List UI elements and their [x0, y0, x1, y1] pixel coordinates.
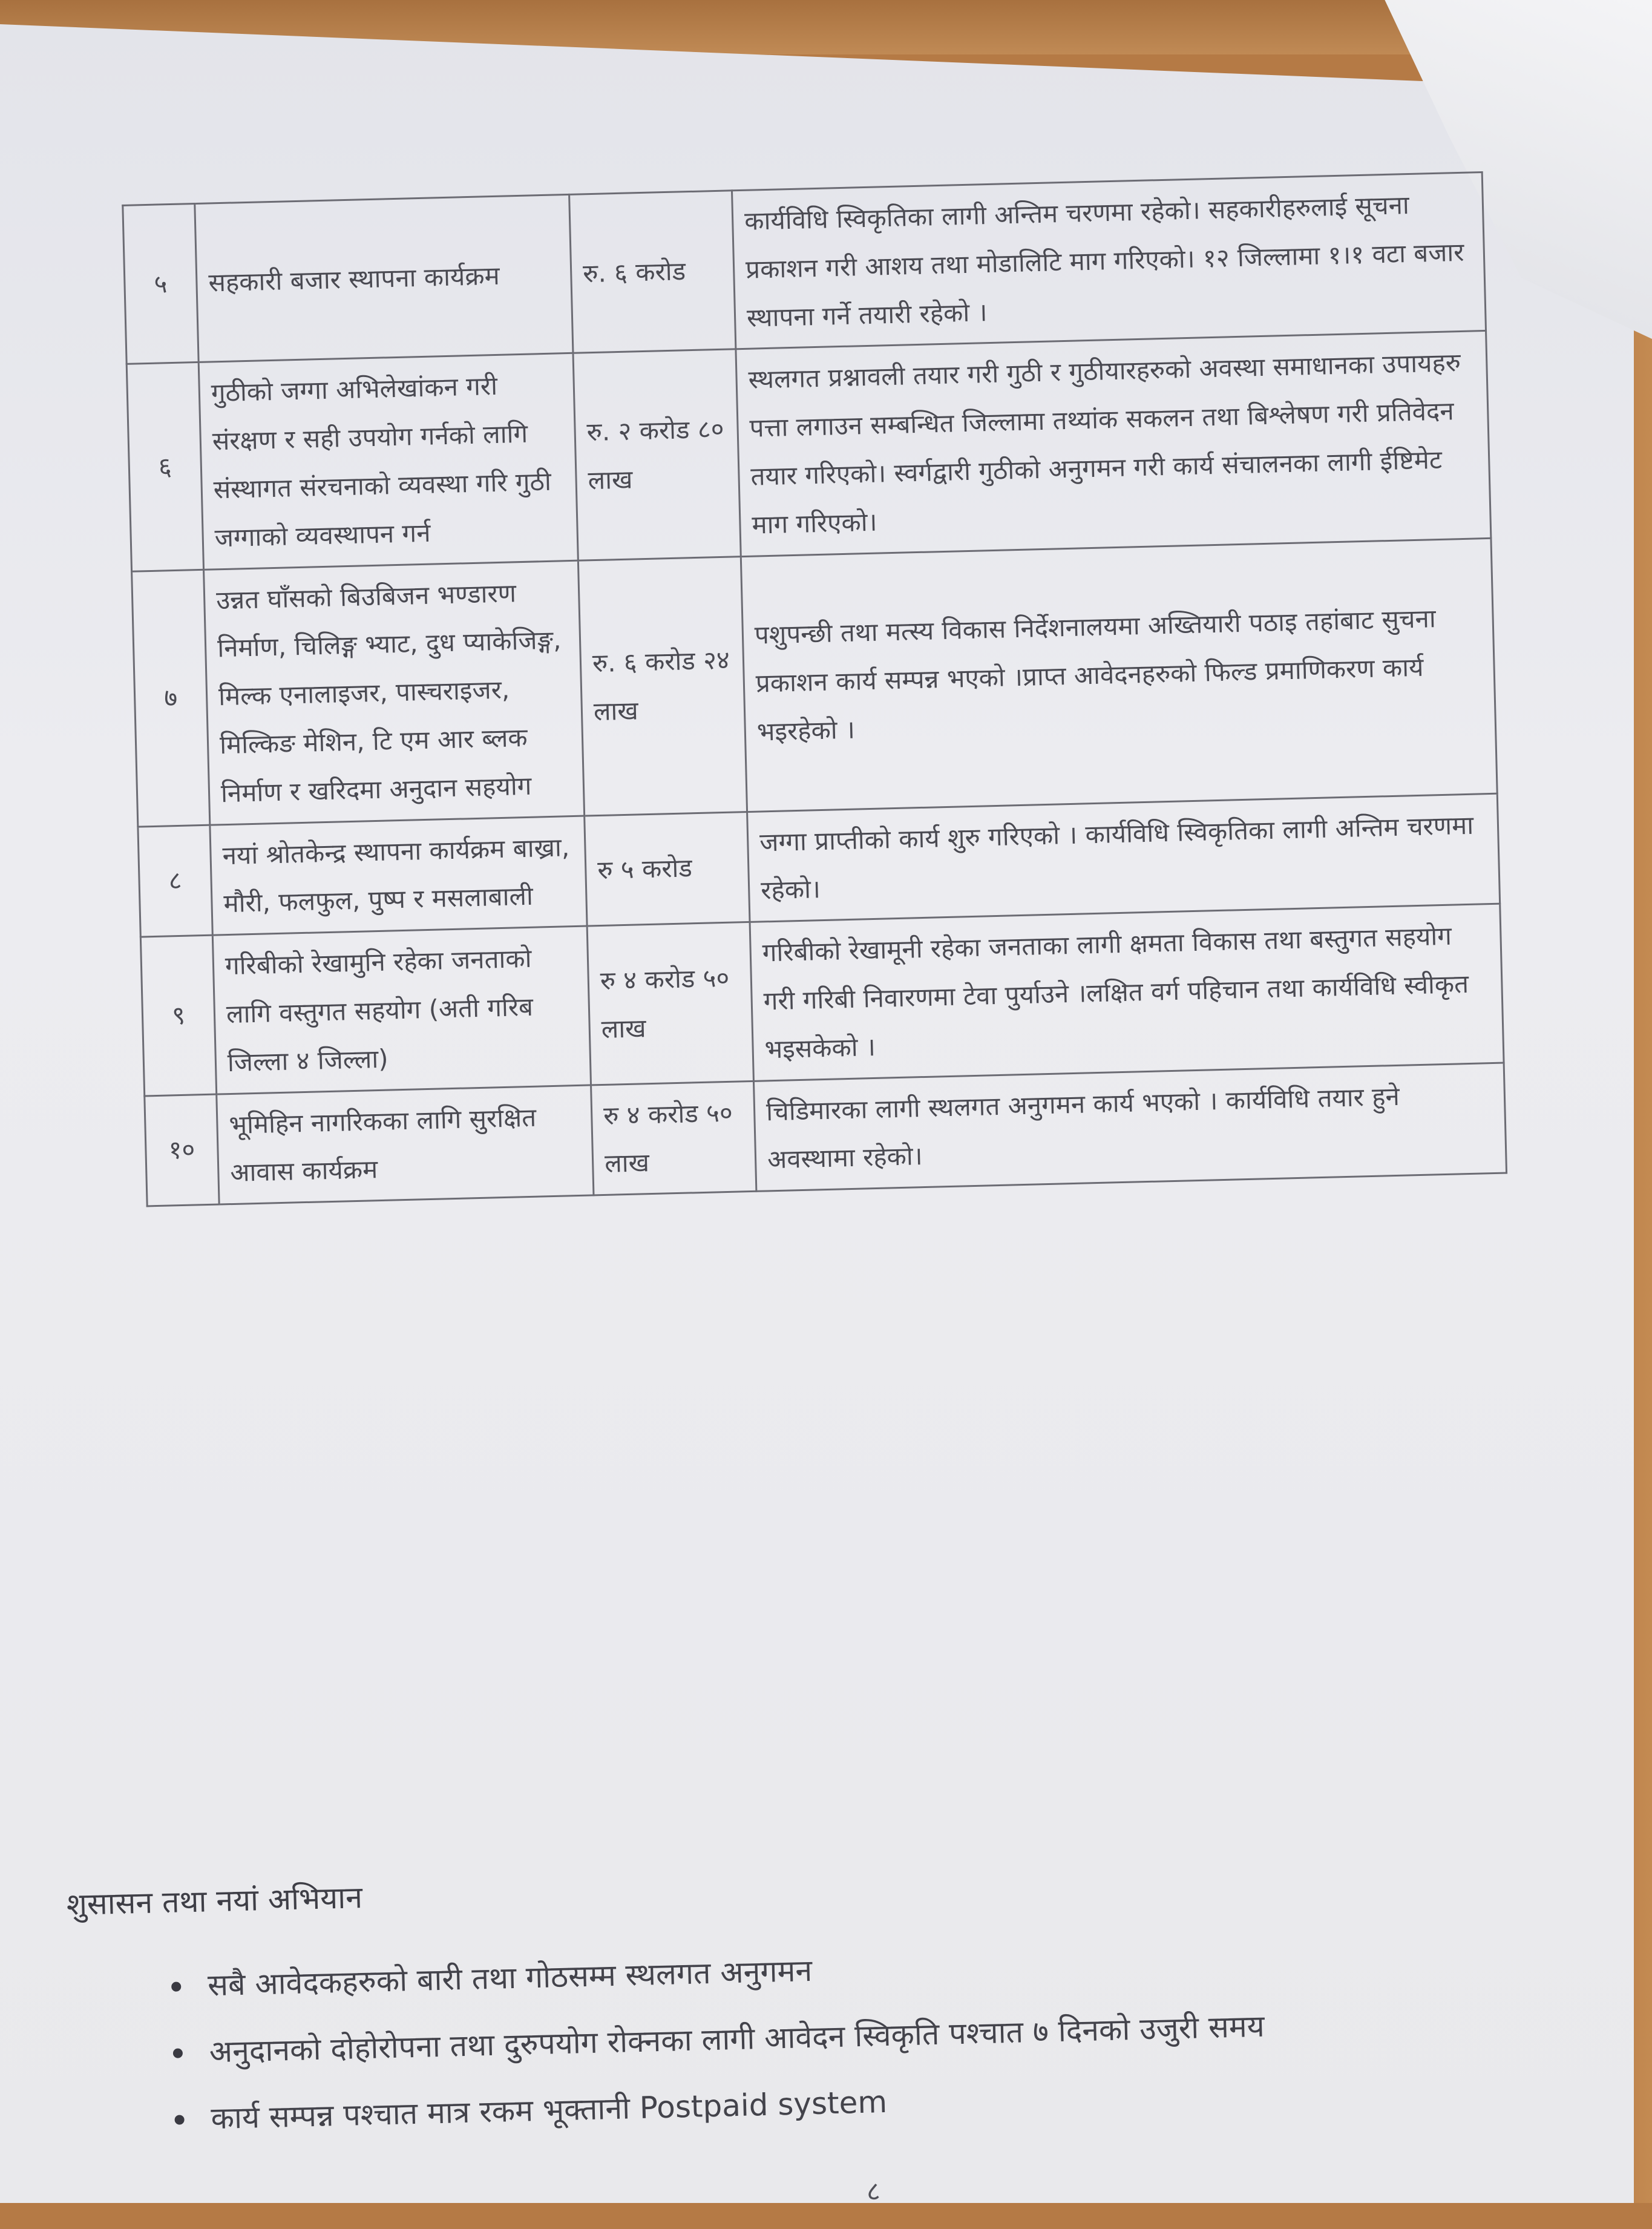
row-number: ७: [132, 570, 210, 827]
progress-status: स्थलगत प्रश्नावली तयार गरी गुठी र गुठीयारहरुको अवस्था समाधानका उपायहरु पत्ता लगाउन सम्बन्धित जिल्लामा तथ्यांक सकलन तथा बिश्लेषण गरी प्रतिवेदन तयार गरिएको। स्वर्गद्वारी गुठीको अनुगमन गरी कार्य संचालनका लागी ईष्टिमेट माग गरिएको।: [736, 331, 1491, 556]
budget-amount: रु ४ करोड ५० लाख: [591, 1081, 756, 1195]
progress-status: जग्गा प्राप्तीको कार्य शुरु गरिएको । कार्यविधि स्विकृतिका लागी अन्तिम चरणमा रहेको।: [747, 793, 1500, 922]
budget-amount: रु. ६ करोड: [569, 191, 736, 353]
program-name: गरिबीको रेखामुनि रहेका जनताको लागि वस्तुगत सहयोग (अती गरिब जिल्ला ४ जिल्ला): [212, 926, 591, 1094]
progress-status: पशुपन्छी तथा मत्स्य विकास निर्देशनालयमा अख्तियारी पठाइ तहांबाट सुचना प्रकाशन कार्य सम्पन्न भएको ।प्राप्त आवेदनहरुको फिल्ड प्रमाणिकरण कार्य भइरहेको ।: [741, 538, 1497, 812]
progress-status: चिडिमारका लागी स्थलगत अनुगमन कार्य भएको । कार्यविधि तयार हुने अवस्थामा रहेको।: [753, 1063, 1506, 1192]
section-heading: शुसासन तथा नयां अभियान: [66, 1880, 363, 1923]
table-body: [123, 172, 1507, 1207]
bullet-item: कार्य सम्पन्न पश्चात मात्र रकम भूक्तानी Postpaid system: [210, 2060, 1267, 2152]
budget-amount: रु. ६ करोड २४ लाख: [578, 556, 747, 815]
budget-amount: रु ५ करोड: [585, 812, 750, 926]
budget-amount: रु. २ करोड ८० लाख: [573, 349, 741, 560]
page-number: ८: [866, 2176, 881, 2207]
table-row: [132, 538, 1498, 827]
progress-status: कार्यविधि स्विकृतिका लागी अन्तिम चरणमा रहेको। सहकारीहरुलाई सूचना प्रकाशन गरी आशय तथा मोडालिटि माग गरिएको। १२ जिल्लामा १।१ वटा बजार स्थापना गर्ने तयारी रहेको ।: [732, 172, 1486, 350]
row-number: ९: [140, 935, 216, 1095]
progress-status: गरिबीको रेखामूनी रहेका जनताका लागी क्षमता विकास तथा बस्तुगत सहयोग गरी गरिबी निवारणमा टेवा पुर्याउने ।लक्षित वर्ग पहिचान तथा कार्यविधि स्वीकृत भइसकेको ।: [750, 904, 1504, 1081]
bullet-list: [207, 1926, 1267, 2152]
bullet-item: अनुदानको दोहोरोपना तथा दुरुपयोग रोक्नका लागी आवेदन स्विकृति पश्चात ७ दिनको उजुरी समय: [209, 1993, 1265, 2086]
program-name: गुठीको जग्गा अभिलेखांकन गरी संरक्षण र सही उपयोग गर्नको लागि संस्थागत संरचनाको व्यवस्था गरि गुठी जग्गाको व्यवस्थापन गर्न: [198, 353, 578, 570]
row-number: ५: [123, 204, 198, 364]
program-name: सहकारी बजार स्थापना कार्यक्रम: [195, 194, 573, 362]
row-number: ८: [138, 825, 212, 937]
table-row: [126, 331, 1491, 571]
program-name: नयां श्रोतकेन्द्र स्थापना कार्यक्रम बाख्रा, मौरी, फलफुल, पुष्प र मसलाबाली: [210, 816, 587, 936]
program-name: भूमिहिन नागरिकका लागि सुरक्षित आवास कार्यक्रम: [217, 1085, 594, 1205]
program-status-table: [122, 171, 1507, 1207]
bullet-item: सबै आवेदकहरुको बारी तथा गोठसम्म स्थलगत अनुगमन: [207, 1926, 1264, 2019]
budget-amount: रु ४ करोड ५० लाख: [587, 922, 753, 1085]
row-number: १०: [145, 1094, 219, 1206]
row-number: ६: [126, 363, 203, 571]
program-name: उन्नत घाँसको बिउबिजन भण्डारण निर्माण, चिलिङ्ग भ्याट, दुध प्याकेजिङ्ग, मिल्क एनालाइजर, पास्चराइजर, मिल्किङ मेशिन, टि एम आर ब्लक निर्माण र खरिदमा अनुदान सहयोग: [204, 560, 585, 825]
